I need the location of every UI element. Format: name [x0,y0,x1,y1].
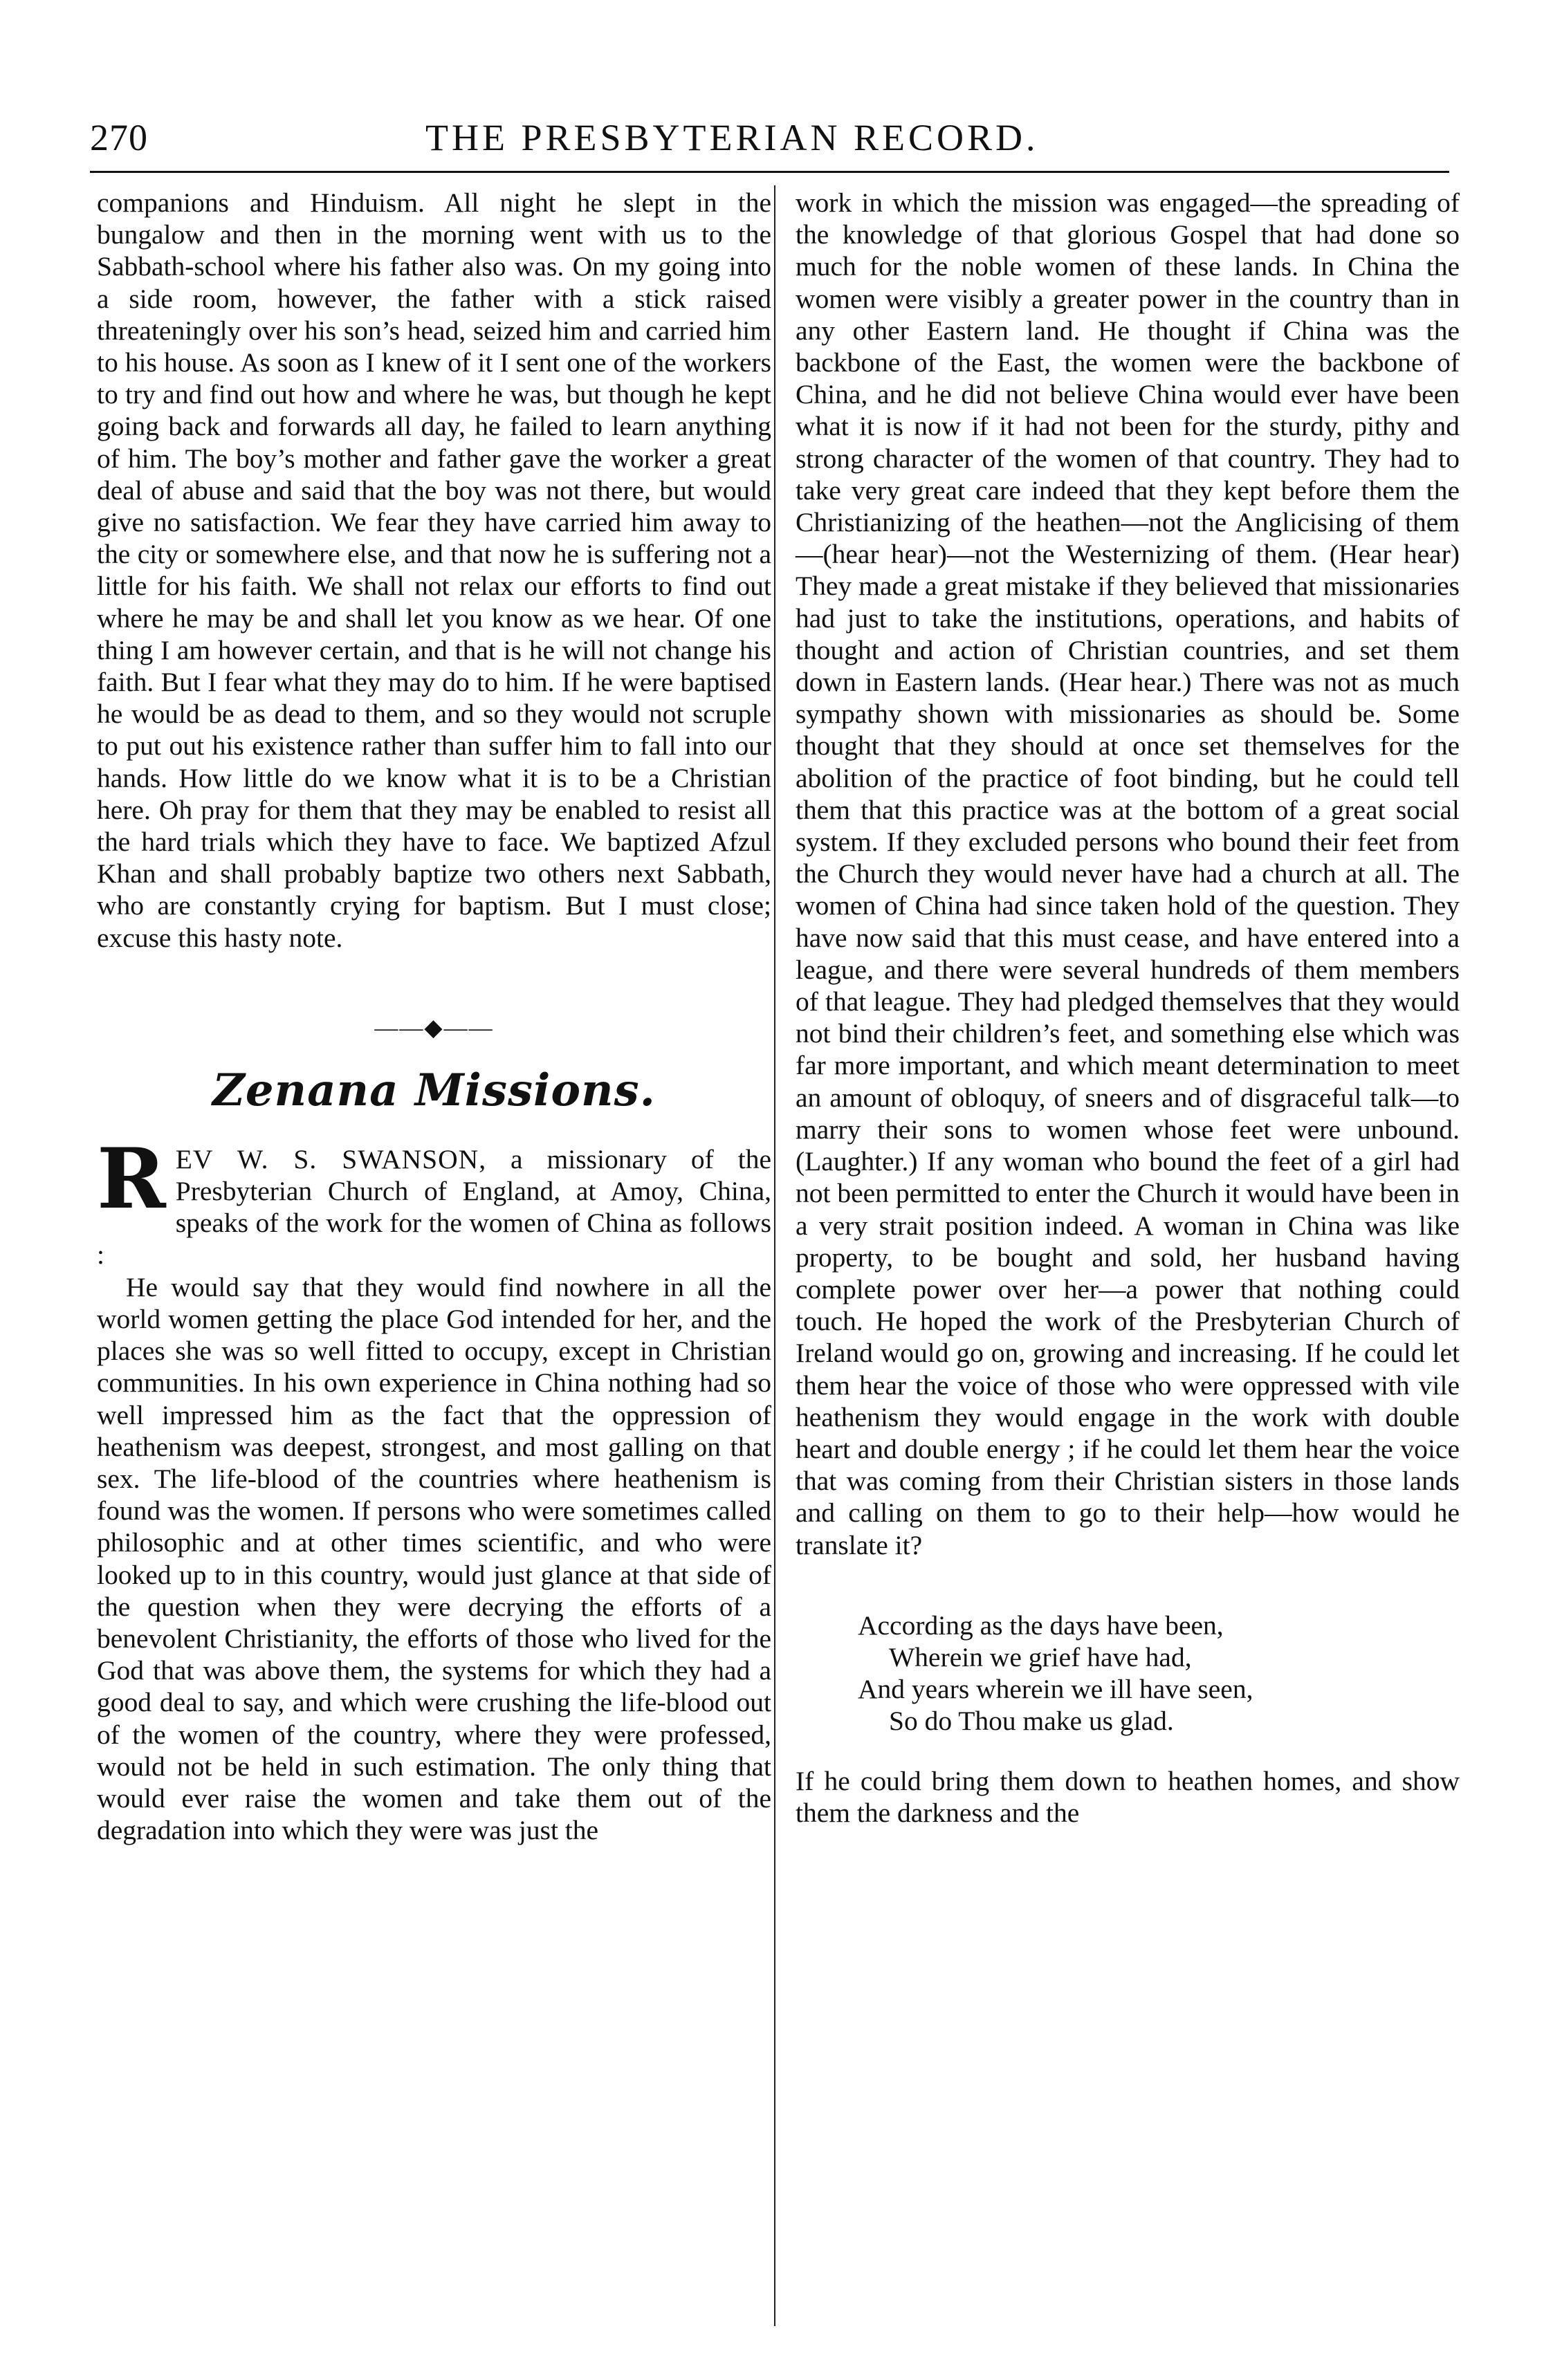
section-intro [97,1129,772,1271]
section-title: Zenana Missions. [212,1064,656,1116]
right-paragraph-main: work in which the mission was engaged—the spreading of the knowledge of that glorious Gospel that had done so much for the noble women of these lands. In China the women were visibly a greater power in the country than in any other Eastern land. He thought if China was the backbone of the East, the women were the backbone of China, and he did not believe China would ever have been what it is now if it had not been for the sturdy, pithy and strong character of the women of that country. They had to take very great care indeed that they kept before them the Christianizing of the heathen—not the Anglicising of them—(hear hear)—not the Westernizing of them. (Hear hear) They made a great mistake if they believed that missionaries had just to take the institutions, operations, and habits of thought and action of Christian countries, and set them down in Eastern lands. (Hear hear.) There was not as much sympathy shown with missionaries as should be. Some thought that they should at once set themselves for the abolition of the practice of foot binding, but he could tell them that this practice was at the bottom of a great social system. If they excluded persons who bound their feet from the Church they would never have had a church at all. The women of China had since taken hold of the question. They have now said that this must cease, and have entered into a league, and there were several hundreds of them members of that league. They had pledged themselves that they would not bind their children’s feet, and something else which was far more important, and which meant determination to meet an amount of obloquy, of sneers and of disgraceful talk—to marry their sons to women whose feet were unbound. (Laughter.) If any woman who bound the feet of a girl had not been permitted to enter the Church it would have been in a very strait position indeed. A woman in China was like property, to be bought and sold, her husband having complete power over her—a power that nothing could touch. He hoped the work of the Presbyterian Church of Ireland would go on, growing and increasing. If he could let them hear the voice of those who were oppressed with vile heathenism they would engage in the work with double heart and double energy ; if he could let them hear the voice that was coming from their Christian sisters in those lands and calling on them to go to their help—how would he translate it? [796,187,1460,1560]
intro-text: a missionary of the Presbyterian Church of England, at Amoy, China, speaks of the work for the women of China as follows : [97,1143,772,1271]
header-rule [90,171,1449,173]
verse-line: Wherein we grief have had, [889,1641,1192,1672]
intro-name: EV W. S. SWANSON, [175,1143,487,1174]
verse-line: And years wherein we ill have seen, [858,1674,1253,1705]
left-column [97,187,771,1846]
running-title: THE PRESBYTERIAN RECORD. [425,117,1039,158]
verse-line: According as the days have been, [858,1609,1224,1641]
drop-cap: R [97,1129,166,1228]
left-paragraph-swanson: He would say that they would find nowhere in all the world women getting the place God intended for her, and the places she was so well fitted to occupy, except in Christian communities. In his own experience in China nothing had so well impressed him as the fact that the oppression of heathenism was deepest, strongest, and most galling on that sex. The life-blood of the countries where heathenism is found was the women. If persons who were sometimes called philosophic and at other times scientific, and who were looked up to in this country, would just glance at that side of the question when they were decrying the efforts of a benevolent Christianity, the efforts of those who lived for the God that was above them, the systems for which they had a good deal to say, and which were crushing the life-blood out of the women of the country, where they were professed, would not be held in such estimation. The only thing that would ever raise the women and take them out of the degradation into which they were was just the [97,1271,771,1846]
right-paragraph-closing: If he could bring them down to heathen homes, and show them the darkness and the [796,1765,1460,1828]
column-divider [774,185,775,2326]
verse-line: So do Thou make us glad. [889,1706,1174,1737]
left-paragraph-continued: companions and Hinduism. All night he slept in the bungalow and then in the morning went with us to the Sabbath-school where his father also was. On my going into a side room, however, the father with a stick raised threateningly over his son’s head, seized him and carried him to his house. As soon as I knew of it I sent one of the workers to try and find out how and where he was, but though he kept going back and forwards all day, he failed to learn anything of him. The boy’s mother and father gave the worker a great deal of abuse and said that the boy was not there, but would give no satisfaction. We fear they have carried him away to the city or somewhere else, and that now he is suffering not a little for his faith. We shall not relax our efforts to find out where he may be and shall let you know as we hear. Of one thing I am however certain, and that is he will not change his faith. But I fear what they may do to him. If he were baptised he would be as dead to them, and so they would not scruple to put out his existence rather than suffer him to fall into our hands. How little do we know what it is to be a Christian here. Oh pray for them that they may be enabled to resist all the hard trials which they have to face. We baptized Afzul Khan and shall probably baptize two others next Sabbath, who are constantly crying for baptism. But I must close; excuse this hasty note. [97,187,771,953]
page-number: 270 [90,117,148,158]
verse-quote [858,1609,1460,1737]
page-header [90,116,1446,167]
ornament-divider: ——◆—— [374,1015,494,1041]
right-column [796,187,1460,1829]
